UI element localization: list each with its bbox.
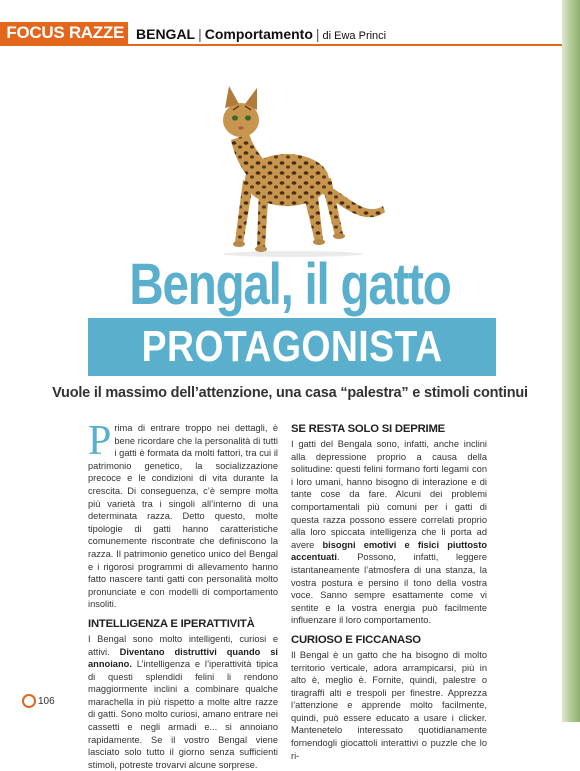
section-tag: FOCUS RAZZE (0, 22, 128, 44)
headline-line1: Bengal, il gatto (129, 252, 451, 317)
header-separator: | (198, 26, 202, 42)
section-paragraph (291, 438, 487, 627)
section-heading: INTELLIGENZA E IPERATTIVITÀ (88, 617, 255, 630)
section-paragraph: Il Bengal è un gatto che ha bisogno di molto territorio verticale, adora arrampicarsi, più in alto è, meglio è. Fornite, quindi, palestre o tiragraffi alti e trespoli per finestre. Apprezza l’attenzione e apprende molto facilmente, quindi, può essere educato a usare i clicker. Mantenetelo interessato quotidianamente fornendogli giocattoli interattivi o puzzle che lo ri- (291, 649, 487, 761)
header-author: di Ewa Princi (322, 30, 387, 42)
body-text: I Bengal sono molto intelligenti, curiosi e attivi. (88, 633, 278, 657)
page-footer (22, 692, 55, 710)
subtitle: Vuole il massimo dell’attenzione, una casa “palestra” e stimoli continui (52, 385, 528, 401)
section-paragraph (88, 633, 278, 771)
intro-paragraph (88, 418, 278, 611)
section-heading: CURIOSO E FICCANASO (291, 633, 421, 646)
article-column-left (88, 418, 278, 771)
intro-text: rima di entrare troppo nei dettagli, è bene ricordare che la personalità di tutti i gatti è formata da molti fattori, tra cui il patrimonio genetico, la socializzazione precoce e le condizioni di vita durante la crescita. Di conseguenza, c’è sempre molta più varietà tra i singoli all’interno di una determinata razza. Detto questo, molte tipologie di gatti hanno caratteristiche comunemente riscontrate che definiscono la razza. Il patrimonio genetico unico del Bengal e i rigorosi programmi di allevamento hanno fatto nascere tanti gatti con personalità molto pronunciate e con modelli di comportamento insoliti. (88, 423, 278, 610)
page-number: 106 (38, 695, 55, 707)
drop-cap: P (88, 418, 112, 464)
body-text-bold: bisogni emotivi e fisici piuttosto accentuati (291, 539, 488, 563)
body-text: I gatti del Bengala sono, infatti, anche inclini alla depressione proprio a causa della solitudine: questi felini formano forti legami con i loro umani, hanno bisogno di interazione e di tante cose da fare. Alcuni dei problemi comportamentali più comuni per i gatti di questa razza possono essere correlati proprio alla loro spiccata intelligenza che li porta ad avere (291, 439, 487, 550)
body-text: L’intelligenza e l’iperattività tipica di questi splendidi felini li rendono maggiormente inclini a combinare qualche marachella in più rispetto a molte altre razze di gatti. Sono molto curiosi, amano entrare nei cassetti e negli armadi e... si annoiano rapidamente. Se il vostro Bengal viene lasciato solo tutto il giorno senza sufficienti stimoli, potreste trovarvi alcune sorprese. (88, 659, 278, 770)
header-separator: | (315, 26, 320, 42)
cat-illustration (195, 80, 395, 258)
adjacent-page-edge (562, 0, 580, 722)
headline-line2: PROTAGONISTA (141, 322, 443, 371)
article-column-right (291, 422, 487, 762)
header-breadcrumb (136, 25, 386, 45)
header-category: Comportamento (204, 26, 313, 42)
section-heading: SE RESTA SOLO SI DEPRIME (291, 423, 446, 435)
body-text: . Possono, infatti, leggere istantaneamente l’atmosfera di una stanza, la vostra postura e persino il tono della vostra voce. Sanno sempre esattamente come vi sentite e la vostra energia può facilmente influenzare il loro comportamento. (291, 552, 487, 626)
body-text-bold: Diventano distruttivi quando si annoiano. (88, 646, 278, 670)
header-topic: BENGAL (136, 26, 196, 42)
magazine-logo-icon (22, 694, 36, 708)
bengal-cat-photo (195, 80, 395, 258)
